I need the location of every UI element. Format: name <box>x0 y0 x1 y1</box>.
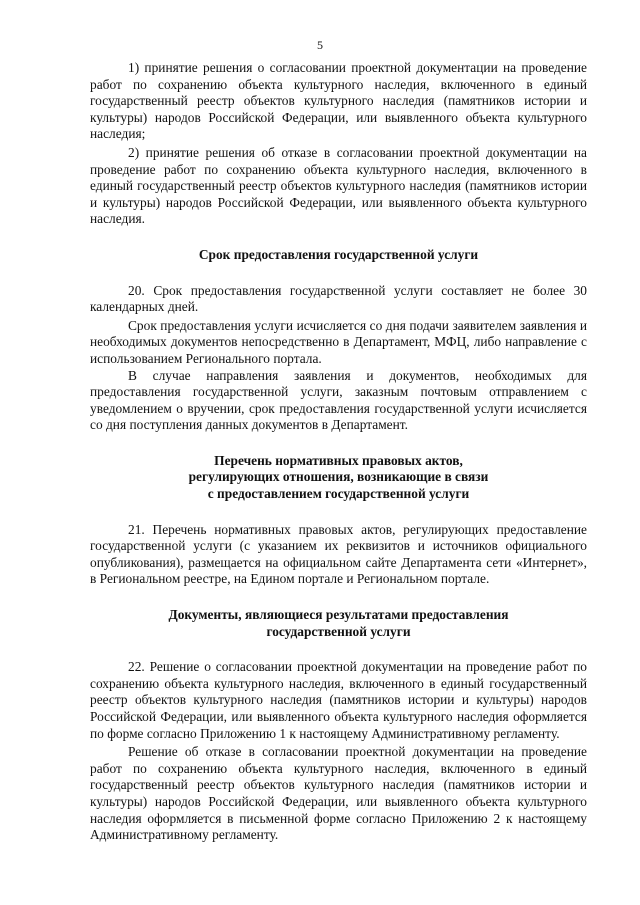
heading-line: с предоставлением государственной услуги <box>207 486 470 502</box>
heading-line: регулирующих отношения, возникающие в связи <box>188 469 489 485</box>
paragraph-results-22: 22. Решение о согласовании проектной документации на проведение работ по сохранению объекта культурного наследия, включенного в единый государственный реестр объектов культурного наследия (памятников истории и культуры) народов Российской Федерации, или выявленного объекта культурного наследия оформляется по форме согласно Приложению 1 к настоящему Административному регламенту. <box>90 659 587 741</box>
paragraph-term-calculation: Срок предоставления услуги исчисляется со дня подачи заявителем заявления и необходимых документов непосредственно в Департамент, МФЦ, либо направление с использованием Регионального портала. <box>90 317 587 366</box>
section-heading-legal-acts <box>90 453 587 503</box>
page-number: 5 <box>317 38 323 52</box>
paragraph-term-postal: В случае направления заявления и документов, необходимых для предоставления государственной услуги, заказным почтовым отправлением с уведомлением о вручении, срок предоставления государственной услуги исчисляется со дня поступления данных документов в Департамент. <box>90 367 587 433</box>
paragraph-legal-acts-21: 21. Перечень нормативных правовых актов, регулирующих предоставление государственной услуги (с указанием их реквизитов и источников официального опубликования), размещается на официальном сайте Департамента сети «Интернет», в Региональном реестре, на Едином портале и Региональном портале. <box>90 521 587 587</box>
heading-line: Документы, являющиеся результатами предоставления <box>168 607 509 623</box>
document-body <box>90 60 587 844</box>
paragraph-term-20: 20. Срок предоставления государственной услуги составляет не более 30 календарных дней. <box>90 282 587 315</box>
paragraph-decision-refusal: 2) принятие решения об отказе в согласовании проектной документации на проведение работ по сохранению объекта культурного наследия, включенного в единый государственный реестр объектов культурного наследия (памятников истории и культуры) народов Российской Федерации, или выявленного объекта культурного наследия. <box>90 144 587 227</box>
paragraph-decision-approval: 1) принятие решения о согласовании проектной документации на проведение работ по сохранению объекта культурного наследия, включенного в единый государственный реестр объектов культурного наследия (памятников истории и культуры) народов Российской Федерации, или выявленного объекта культурного наследия; <box>90 60 587 142</box>
heading-line: Перечень нормативных правовых актов, <box>214 452 463 468</box>
section-heading-results <box>90 607 587 640</box>
section-heading-term: Срок предоставления государственной услуги <box>198 246 479 262</box>
heading-line: государственной услуги <box>266 623 411 639</box>
paragraph-results-refusal: Решение об отказе в согласовании проектной документации на проведение работ по сохранению объекта культурного наследия, включенного в единый государственный реестр объектов культурного наследия (памятников истории и культуры) народов Российской Федерации, или выявленного объекта культурного наследия оформляется в письменной форме согласно Приложению 2 к настоящему Административному регламенту. <box>90 744 587 843</box>
